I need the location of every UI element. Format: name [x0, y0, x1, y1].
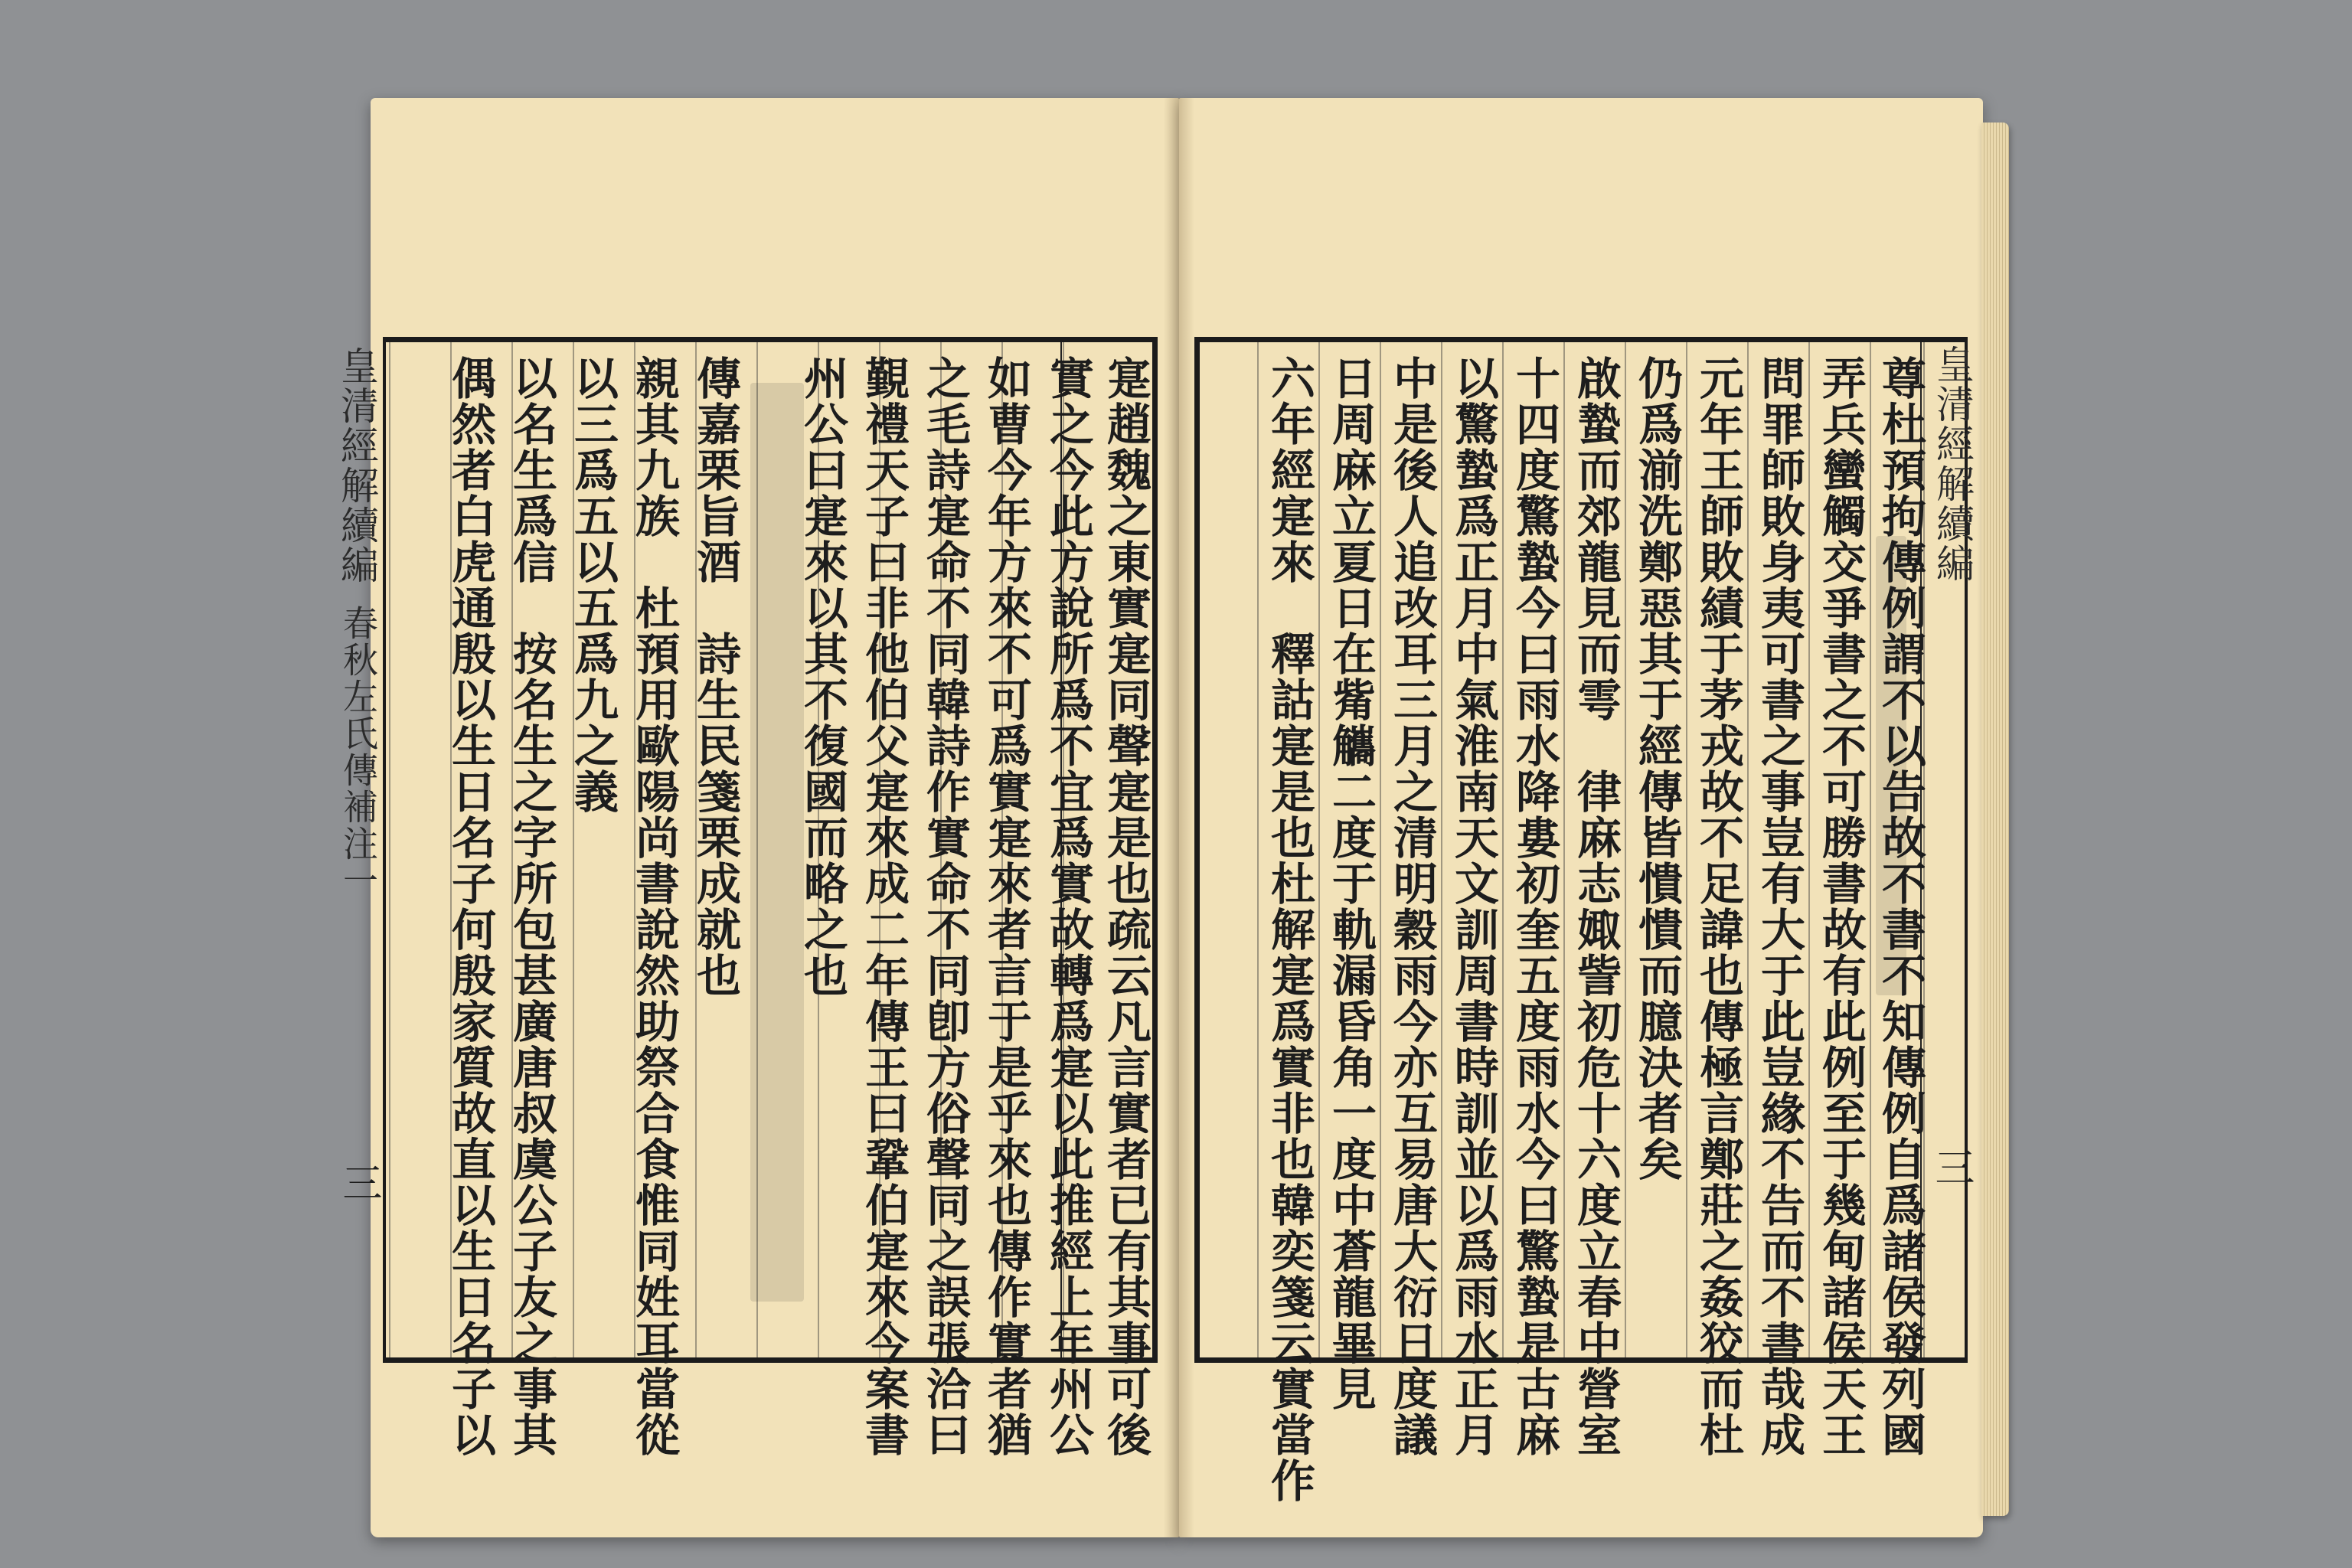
text-column: 尊杜預拘傳例謂不以告故不書不知傳例自爲諸侯發列國 — [1874, 355, 1926, 1458]
text-column: 問罪師敗身夷可書之事豈有大于此豈緣不告而不書哉成 — [1753, 355, 1805, 1458]
text-column: 以名生爲信 按名生之字所包甚廣唐叔虞公子友之事其 — [505, 355, 557, 1458]
column-rule — [389, 342, 390, 1357]
column-rule — [1380, 342, 1381, 1357]
page-stack-edge — [1981, 122, 2009, 1516]
left-margin-chapter: 春秋左氏傳補注一 — [338, 605, 379, 899]
column-rule — [1563, 342, 1565, 1357]
column-rule — [1747, 342, 1749, 1357]
text-column: 弄兵蠻觸交爭書之不可勝書故有此例至于幾甸諸侯天王 — [1815, 355, 1867, 1458]
text-column: 州公曰寔來以其不復國而略之也 — [796, 355, 848, 998]
column-rule — [1502, 342, 1504, 1357]
left-margin-title: 皇清經解續編 — [335, 346, 379, 585]
show-through-texture — [750, 383, 804, 1302]
text-column: 啟蟄而郊龍見而雩 律麻志娵訾初危十六度立春中營室 — [1570, 355, 1622, 1458]
text-column: 仍爲湔洗鄭惡其于經傳皆憒憒而臆決者矣 — [1631, 355, 1683, 1182]
text-column: 覲禮天子曰非他伯父寔來成二年傳王曰鞏伯寔來今案書 — [858, 355, 910, 1458]
text-column: 親其九族 杜預用歐陽尚書說然助祭合食惟同姓耳當從 — [628, 355, 680, 1458]
column-rule — [1318, 342, 1320, 1357]
right-margin-title: 皇清經解續編 — [1930, 345, 1975, 583]
text-column: 偶然者白虎通殷以生日名子何殷家質故直以生日名子以 — [444, 355, 496, 1458]
text-column: 如曹今年方來不可爲實寔來者言于是乎來也傳作實者猶 — [980, 355, 1032, 1458]
right-page-number: 三 — [1928, 1147, 1974, 1187]
text-column: 中是後人追改耳三月之清明穀雨今亦互易唐大衍日度議 — [1386, 355, 1438, 1458]
text-column: 實之今此方說所爲不宜爲實故轉爲寔以此推經上年州公 — [1042, 355, 1094, 1458]
text-column: 之毛詩寔命不同韓詩作實命不同卽方俗聲同之誤張洽曰 — [919, 355, 971, 1458]
column-rule — [1625, 342, 1626, 1357]
text-column: 十四度驚蟄今曰雨水降婁初奎五度雨水今曰驚蟄是古麻 — [1508, 355, 1560, 1458]
text-column: 以三爲五以五爲九之義 — [567, 355, 619, 815]
left-page-number: 三 — [335, 1162, 381, 1202]
text-column: 傳嘉栗旨酒 詩生民箋栗成就也 — [689, 355, 741, 998]
column-rule — [1808, 342, 1810, 1357]
column-rule — [1870, 342, 1871, 1357]
text-column: 以驚蟄爲正月中氣淮南天文訓周書時訓並以爲雨水正月 — [1447, 355, 1499, 1458]
text-column: 寔趙魏之東實寔同聲寔是也疏云凡言實者已有其事可後 — [1099, 355, 1152, 1458]
text-column: 六年經寔來 釋詁寔是也杜解寔爲實非也韓奕箋云實當作 — [1263, 355, 1315, 1504]
column-rule — [1686, 342, 1687, 1357]
book-gutter — [1164, 98, 1194, 1537]
text-column: 元年王師敗績于茅戎故不足諱也傳極言鄭莊之姦狡而杜 — [1692, 355, 1744, 1458]
show-through-texture — [1876, 536, 1906, 995]
column-rule — [1257, 342, 1259, 1357]
text-column: 日周麻立夏日在觜觿二度于軌漏昏角一度中蒼龍畢見 — [1325, 355, 1377, 1412]
column-rule — [1441, 342, 1442, 1357]
